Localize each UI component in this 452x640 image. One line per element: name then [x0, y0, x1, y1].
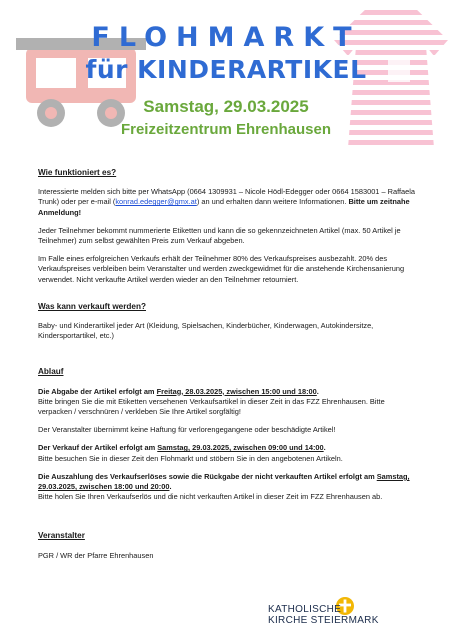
registration-text-end: ) an und erhalten dann weitere Informationen. [196, 197, 349, 207]
dropoff-text: Bitte bringen Sie die mit Etiketten versehenen Verkaufsartikel in dieser Zeit in das FZZ Ehrenhausen. Bitte verpacken / verschnüren / verkleben Sie Ihre Artikel sorgfältig! [38, 396, 385, 417]
registration-text: Interessierte melden sich bitte per WhatsApp (0664 1309931 – Nicole Hödl-Edegger oder 0664 1583001 – Raffaela Trunk) oder per e-mail ( [38, 187, 416, 207]
sale-date: Samstag, 29.03.2025, zwischen 09:00 und 14:00 [157, 443, 324, 453]
paragraph-liability: Der Veranstalter übernimmt keine Haftung für verlorengegangene oder beschädigte Artikel! [38, 425, 336, 435]
paragraph-payout: Im Falle eines erfolgreichen Verkaufs erhält der Teilnehmer 80% des Verkaufspreises ausbezahlt. 20% des Verkaufspreises verbleiben beim Veranstalter und werden zweckgewidmet für die anstehende Kirchensanierung verwendet. Nicht verkaufte Artikel werden wieder an den Teilnehmer retourniert. [38, 254, 405, 284]
registration-note: Bitte um zeitnahe Anmeldung! [38, 197, 410, 217]
event-venue: Freizeitzentrum Ehrenhausen [120, 121, 332, 138]
paragraph-sale [38, 443, 420, 463]
heading-organizer: Veranstalter [38, 531, 85, 541]
heading-procedure: Ablauf [38, 367, 64, 377]
sale-intro: Der Verkauf der Artikel erfolgt am [38, 443, 158, 453]
katholische-kirche-logo [268, 597, 438, 633]
heading-how-it-works: Wie funktioniert es? [38, 168, 117, 177]
sale-text: Bitte besuchen Sie in dieser Zeit den Flohmarkt und stöbern Sie in den angebotenen Artikeln. [38, 453, 343, 463]
flyer-content [38, 168, 420, 569]
dropoff-intro: Die Abgabe der Artikel erfolgt am [38, 386, 157, 396]
heading-what-can-be-sold: Was kann verkauft werden? [38, 301, 146, 311]
paragraph-items: Baby- und Kinderartikel jeder Art (Kleidung, Spielsachen, Kinderbücher, Kinderwagen, Autokindersitze, Kindersportartikel, etc.) [38, 321, 374, 341]
paragraph-payout-return [38, 472, 420, 503]
event-date: Samstag, 29.03.2025 [143, 97, 309, 116]
dropoff-end: . [316, 386, 319, 396]
payout-text: Bitte holen Sie Ihren Verkaufserlös und die nicht verkauften Artikel in dieser Zeit im FZZ Ehrenhausen ab. [38, 492, 383, 502]
paragraph-labels: Jeder Teilnehmer bekommt nummerierte Etiketten und kann die so gekennzeichneten Artikel (max. 50 Artikel je Teilnehmer) zum selbst gewählten Preis zum Verkauf abgeben. [38, 225, 401, 246]
logo-line2: KIRCHE STEIERMARK [268, 615, 379, 626]
title-flohmarkt: FLOHMARKT [91, 22, 361, 53]
email-link[interactable]: konrad.edegger@gmx.at [115, 197, 197, 207]
payout-end: . [169, 482, 172, 492]
paragraph-dropoff [38, 387, 420, 418]
organizer-name: PGR / WR der Pfarre Ehrenhausen [38, 550, 154, 560]
dropoff-date: Freitag, 28.03.2025, zwischen 15:00 und 18:00 [156, 386, 317, 396]
title-kinderartikel: für KINDERARTIKEL [85, 55, 367, 84]
logo-line1: KATHOLISCHE [268, 604, 342, 615]
paragraph-registration [38, 187, 420, 218]
payout-date: Samstag, 29.03.2025, zwischen 18:00 und 20:00 [38, 471, 410, 492]
payout-intro: Die Auszahlung des Verkaufserlöses sowie die Rückgabe der nicht verkauften Artikel erfolgt am [38, 471, 377, 481]
sale-end: . [323, 443, 326, 453]
